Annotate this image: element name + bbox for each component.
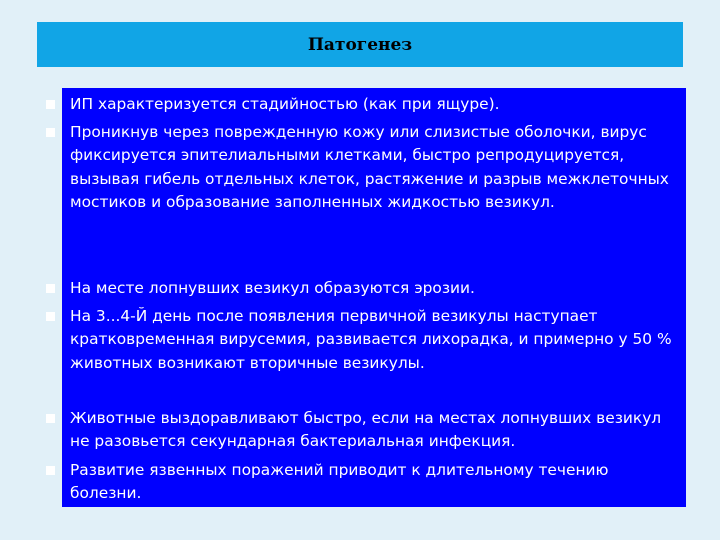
bullet-text-3: На месте лопнувших везикул образуются эрозии.	[70, 279, 475, 297]
bullet-text-4: На 3...4-Й день после появления первичной везикулы наступает кратковременная вирусемия, развивается лихорадка, и примерно у 50 % животных возникают вторичные везикулы.	[70, 307, 672, 372]
slide-title: Патогенез	[307, 34, 413, 55]
title-bar	[37, 22, 683, 67]
square-bullet-icon	[46, 466, 55, 475]
square-bullet-icon	[46, 128, 55, 137]
square-bullet-icon	[46, 414, 55, 423]
bullet-text-1: ИП характеризуется стадийностью (как при ящуре).	[70, 95, 500, 113]
square-bullet-icon	[46, 100, 55, 109]
bullet-text-6: Развитие язвенных поражений приводит к длительному течению болезни.	[70, 461, 609, 503]
square-bullet-icon	[46, 312, 55, 321]
bullet-text-5: Животные выздоравливают быстро, если на местах лопнувших везикул не разовьется секундарная бактериальная инфекция.	[70, 409, 662, 451]
square-bullet-icon	[46, 284, 55, 293]
bullet-text-2: Проникнув через поврежденную кожу или слизистые оболочки, вирус фиксируется эпителиальными клетками, быстро репродуцируется, вызывая гибель отдельных клеток, растяжение и разрыв межклеточных мостиков и образование заполненных жидкостью везикул.	[70, 123, 669, 212]
